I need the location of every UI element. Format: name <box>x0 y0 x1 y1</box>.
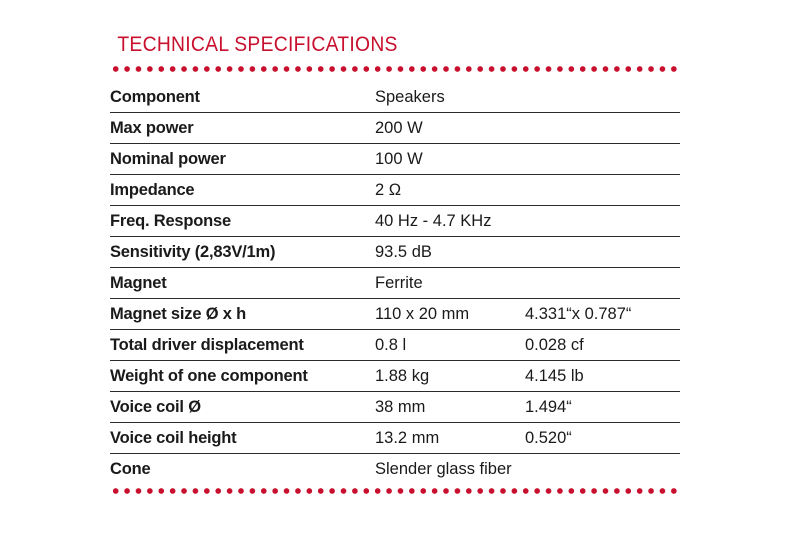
table-row <box>110 299 680 330</box>
spec-value-imperial <box>525 237 680 268</box>
spec-table <box>110 82 680 484</box>
spec-label: Max power <box>110 113 375 144</box>
spec-label: Cone <box>110 459 151 478</box>
spec-value-imperial <box>525 206 680 237</box>
spec-label: Component <box>110 82 375 113</box>
spec-value: 38 mm <box>375 392 525 423</box>
spec-value: 40 Hz - 4.7 KHz <box>375 206 525 237</box>
spec-value-imperial <box>525 454 680 485</box>
spec-value: Slender glass fiber <box>375 459 512 478</box>
spec-value-imperial: 4.331“x 0.787“ <box>525 299 680 330</box>
spec-label: Nominal power <box>110 144 375 175</box>
spec-value-imperial: 0.028 cf <box>525 330 680 361</box>
spec-value: 13.2 mm <box>375 423 525 454</box>
table-row <box>110 454 680 485</box>
spec-label: Total driver displacement <box>110 330 375 361</box>
dotted-divider-bottom <box>110 486 680 496</box>
spec-value: Speakers <box>375 82 525 113</box>
spec-value-imperial: 0.520“ <box>525 423 680 454</box>
spec-label: Voice coil height <box>110 423 375 454</box>
table-row <box>110 423 680 454</box>
spec-value: Ferrite <box>375 268 525 299</box>
dotted-divider-top <box>110 64 680 74</box>
table-row <box>110 237 680 268</box>
spec-value-imperial: 1.494“ <box>525 392 680 423</box>
table-row <box>110 206 680 237</box>
spec-value: 100 W <box>375 144 525 175</box>
spec-value-imperial <box>525 268 680 299</box>
spec-label: Voice coil Ø <box>110 392 375 423</box>
spec-value: 110 x 20 mm <box>375 299 525 330</box>
spec-sheet <box>110 30 680 496</box>
table-row <box>110 268 680 299</box>
spec-value-imperial <box>525 175 680 206</box>
spec-value: 93.5 dB <box>375 237 525 268</box>
spec-value: 0.8 l <box>375 330 525 361</box>
spec-label: Sensitivity (2,83V/1m) <box>110 237 375 268</box>
spec-value-imperial <box>525 144 680 175</box>
spec-label: Weight of one component <box>110 361 375 392</box>
spec-label: Impedance <box>110 175 375 206</box>
spec-value: 2 Ω <box>375 175 525 206</box>
table-row <box>110 113 680 144</box>
table-row <box>110 392 680 423</box>
spec-value: 200 W <box>375 113 525 144</box>
spec-value: 1.88 kg <box>375 361 525 392</box>
spec-label: Magnet size Ø x h <box>110 299 375 330</box>
table-row <box>110 144 680 175</box>
spec-label: Freq. Response <box>110 206 375 237</box>
spec-value-imperial <box>525 82 680 113</box>
page-title: TECHNICAL SPECIFICATIONS <box>117 33 398 56</box>
spec-value-imperial: 4.145 lb <box>525 361 680 392</box>
table-row <box>110 175 680 206</box>
spec-value-imperial <box>525 113 680 144</box>
table-row <box>110 82 680 113</box>
table-row <box>110 361 680 392</box>
table-row <box>110 330 680 361</box>
spec-label: Magnet <box>110 268 375 299</box>
